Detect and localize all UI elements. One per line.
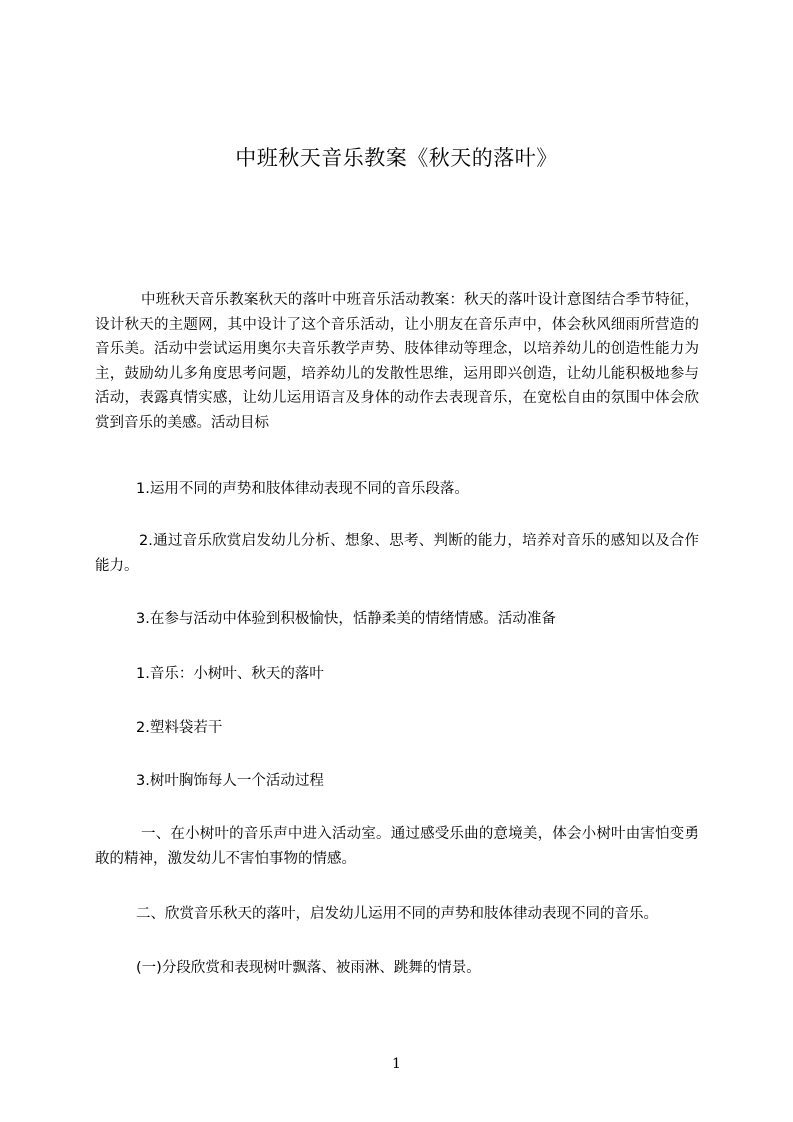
process-step-2: 二、欣赏音乐秋天的落叶，启发幼儿运用不同的声势和肢体律动表现不同的音乐。 (136, 906, 658, 922)
preparation-item-1: 1.音乐：小树叶、秋天的落叶 (136, 666, 324, 682)
page-number: 1 (392, 1056, 401, 1072)
document-title: 中班秋天音乐教案《秋天的落叶》 (235, 146, 558, 170)
process-step-1: 一、在小树叶的音乐声中进入活动室。通过感受乐曲的意境美，体会小树叶由害怕变勇敢的精神，激发幼儿不害怕事物的情感。 (95, 826, 699, 867)
goal-item-2: 2.通过音乐欣赏启发幼儿分析、想象、思考、判断的能力，培养对音乐的感知以及合作能力。 (95, 533, 699, 574)
process-substep-1: (一)分段欣赏和表现树叶飘落、被雨淋、跳舞的情景。 (136, 960, 481, 976)
preparation-item-3: 3.树叶胸饰每人一个活动过程 (136, 773, 324, 789)
goal-item-1: 1.运用不同的声势和肢体律动表现不同的音乐段落。 (136, 481, 469, 497)
preparation-item-2: 2.塑料袋若干 (136, 720, 223, 736)
intro-paragraph: 中班秋天音乐教案秋天的落叶中班音乐活动教案：秋天的落叶设计意图结合季节特征，设计秋天的主题网，其中设计了这个音乐活动，让小朋友在音乐声中，体会秋风细雨所营造的音乐美。活动中尝试运用奥尔夫音乐教学声势、肢体律动等理念，以培养幼儿的创造性能力为主，鼓励幼儿多角度思考问题，培养幼儿的发散性思维，运用即兴创造，让幼儿能积极地参与活动，表露真情实感，让幼儿运用语言及身体的动作去表现音乐，在宽松自由的氛围中体会欣赏到音乐的美感。活动目标 (95, 292, 699, 431)
goal-item-3: 3.在参与活动中体验到积极愉快，恬静柔美的情绪情感。活动准备 (136, 611, 556, 627)
